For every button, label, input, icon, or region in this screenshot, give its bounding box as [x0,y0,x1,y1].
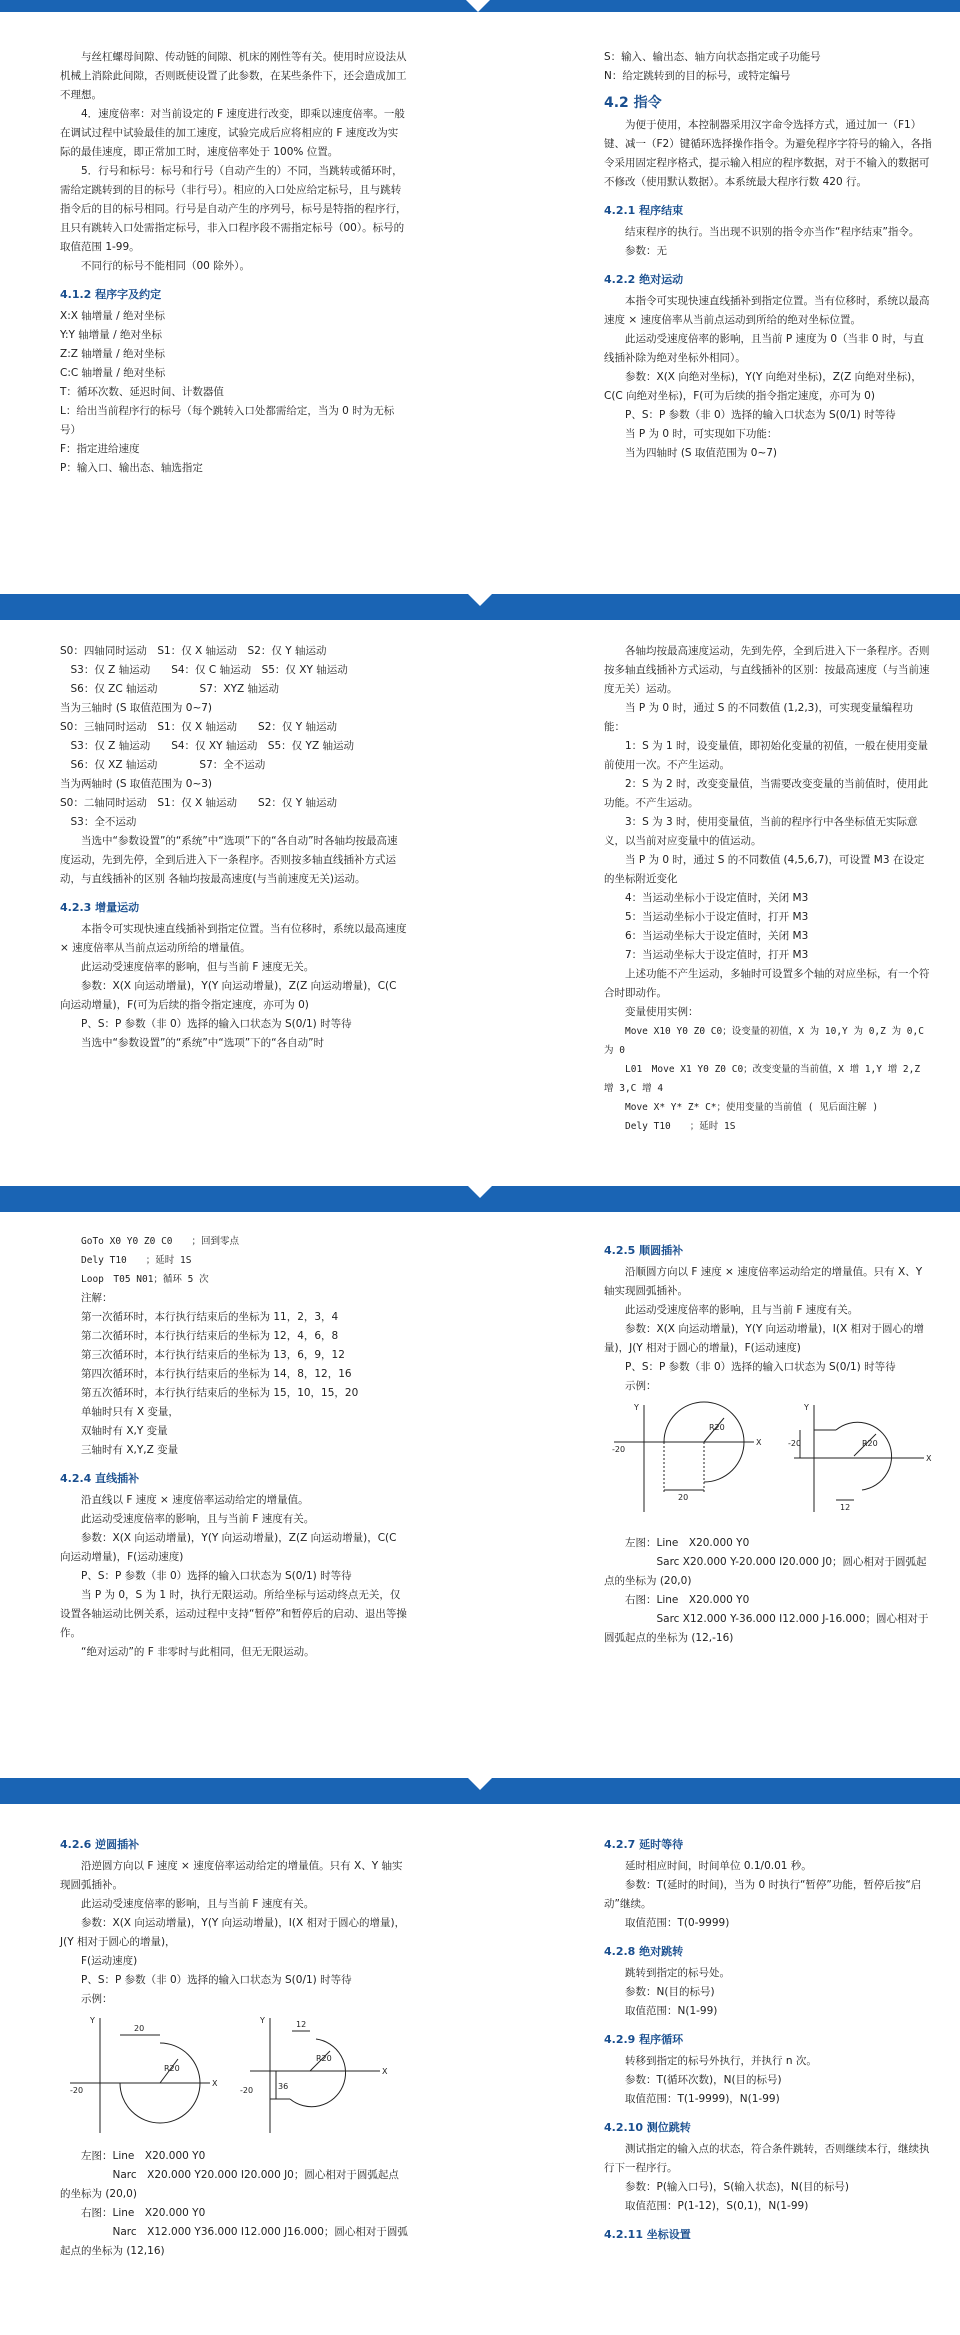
paragraph: 当为三轴时 (S 取值范围为 0~7) [60,702,213,714]
paragraph: S6：仅 ZC 轴运动 S7：XYZ 轴运动 [60,683,280,695]
paragraph: 4．速度倍率：对当前设定的 F 速度进行改变，即乘以速度倍率。一般在调试过程中试验最佳的加工速度，试验完成后应将相应的 F 速度改为实际的最佳速度，即正常加工时，速度倍率处于 100% 位置。 [60,108,405,158]
subsection-heading: 4.2.8 绝对跳转 [604,1945,684,1958]
paragraph: 参数：X(X 向绝对坐标)，Y(Y 向绝对坐标)，Z(Z 向绝对坐标)，C(C 向绝对坐标)，F(可为后续的指令指定速度，亦可为 0) [604,371,922,402]
paragraph: 取值范围：T(0-9999) [625,1917,730,1929]
page3-left-column [60,1232,408,1662]
paragraph: 与丝杠螺母间隙、传动链的间隙、机床的刚性等有关。使用时应设法从机械上消除此间隙，否则既使设置了此参数，在某些条件下，还会造成加工不理想。 [60,51,407,101]
paragraph: 此运动受速度倍率的影响，且与当前 F 速度有关。 [81,1513,315,1525]
paragraph: 为便于使用，本控制器采用汉字命令选择方式，通过加一（F1）键、减一（F2）键循环选择操作指令。为避免程序字符号的输入，各指令采用固定程序格式，提示输入相应的程序数据，对于不输入的数据可不修改（使用默认数据）。本系统最大程序行数 420 行。 [604,119,932,188]
paragraph: 取值范围：N(1-99) [625,2005,718,2017]
dim-label: 20 [134,2024,145,2033]
paragraph: 左图：Line X20.000 Y0 [625,1537,750,1549]
paragraph: 此运动受速度倍率的影响，但与当前 F 速度无关。 [81,961,315,973]
paragraph: 7：当运动坐标大于设定值时，打开 M3 [625,949,809,961]
paragraph: L：给出当前程序行的标号（每个跳转入口处都需给定，当为 0 时为无标号） [60,405,395,436]
paragraph: 左图：Line X20.000 Y0 [81,2150,206,2162]
page4-left-column [60,1826,408,2261]
subsection-heading: 4.2.3 增量运动 [60,901,140,914]
page4-right-column [604,1826,932,2247]
page2-left-column [60,642,408,1053]
radius-label: R20 [709,1423,725,1432]
axis-label: X [382,2067,388,2076]
paragraph: Sarc X12.000 Y-36.000 I12.000 J-16.000；圆心相对于圆弧起点的坐标为 (12,-16) [604,1613,929,1644]
paragraph: Narc X20.000 Y20.000 I20.000 J0；圆心相对于圆弧起点的坐标为 (20,0) [60,2169,399,2200]
paragraph: 参数：T(延时的时间)，当为 0 时执行“暂停”功能，暂停后按“启动”继续。 [604,1879,922,1910]
subsection-heading: 4.2.5 顺圆插补 [604,1244,684,1257]
paragraph: 6：当运动坐标大于设定值时，关闭 M3 [625,930,809,942]
counterclockwise-arc-diagram [60,2013,390,2143]
page3-right-column [604,1232,932,1648]
paragraph: N：给定跳转到的目的标号，或特定编号 [604,70,791,82]
dim-label: -20 [612,1445,626,1454]
page2-right-column [604,642,932,1136]
paragraph: Y:Y 轴增量 / 绝对坐标 [60,329,163,341]
dim-label: 20 [678,1493,689,1502]
paragraph: P、S：P 参数（非 0）选择的输入口状态为 S(0/1) 时等待 [625,1361,896,1373]
paragraph: P：输入口、输出态、轴选指定 [60,462,203,474]
section-band-1 [0,594,960,620]
paragraph: 当选中“参数设置”的“系统”中“选项”下的“各自动”时各轴均按最高速度运动，先到先停，全到后进入下一条程序。否则按多轴直线插补方式运动，与直线插补的区别 各轴均按最高速度(与当前速度无关)运动。 [60,835,398,885]
subsection-heading: 4.2.10 测位跳转 [604,2121,691,2134]
paragraph: 第一次循环时，本行执行结束后的坐标为 11，2，3，4 [81,1311,339,1323]
axis-label: Y [90,2016,95,2025]
paragraph: 参数：X(X 向运动增量)，Y(Y 向运动增量)，Z(Z 向运动增量)，C(C 向运动增量)，F(可为后续的指令指定速度，亦可为 0) [60,980,400,1011]
page1-left-column [60,48,408,478]
axis-label: Y [634,1403,639,1412]
paragraph: P、S：P 参数（非 0）选择的输入口状态为 S(0/1) 时等待 [81,1018,352,1030]
paragraph: S6：仅 XZ 轴运动 S7：全不运动 [60,759,266,771]
paragraph: 本指令可实现快速直线插补到指定位置。当有位移时，系统以最高速度 × 速度倍率从当前点运动所给的增量值。 [60,923,410,954]
axis-label: Y [260,2016,265,2025]
paragraph: 沿顺圆方向以 F 速度 × 速度倍率运动给定的增量值。只有 X、Y 轴实现圆弧插补。 [604,1266,926,1297]
section-band-3 [0,1778,960,1804]
paragraph: Z:Z 轴增量 / 绝对坐标 [60,348,165,360]
paragraph: Move X10 Y0 Z0 C0；设变量的初值，X 为 10,Y 为 0,Z 为 0,C 为 0 [604,1026,930,1056]
paragraph: 右图：Line X20.000 Y0 [81,2207,206,2219]
arc-path [836,1422,892,1490]
paragraph: S0：二轴同时运动 S1：仅 X 轴运动 S2：仅 Y 轴运动 [60,797,337,809]
paragraph: 取值范围：P(1-12)，S(0,1)，N(1-99) [625,2200,809,2212]
paragraph: 参数：N(目的标号) [625,1986,715,1998]
paragraph: 单轴时只有 X 变量， [81,1406,179,1418]
paragraph: 示例： [625,1380,657,1392]
top-band [0,0,960,12]
paragraph: Dely T10 ；延时 1S [81,1255,192,1266]
paragraph: 本指令可实现快速直线插补到指定位置。当有位移时，系统以最高速度 × 速度倍率从当前点运动到所给的绝对坐标位置。 [604,295,930,326]
paragraph: 5：当运动坐标小于设定值时，打开 M3 [625,911,809,923]
radius-label: R20 [862,1439,878,1448]
band-notch [466,0,490,12]
paragraph: T：循环次数、延迟时间、计数器值 [60,386,224,398]
paragraph: C:C 轴增量 / 绝对坐标 [60,367,166,379]
counterclockwise-arc-figure [60,2013,408,2143]
paragraph: 3：S 为 3 时，使用变量值，当前的程序行中各坐标值无实际意义，以当前对应变量中的值运动。 [604,816,918,847]
paragraph: 取值范围：T(1-9999)，N(1-99) [625,2093,780,2105]
axis-label: X [926,1454,932,1463]
subsection-heading: 4.2.1 程序结束 [604,204,684,217]
paragraph: S0：四轴同时运动 S1：仅 X 轴运动 S2：仅 Y 轴运动 [60,645,327,657]
paragraph: 注解： [81,1292,113,1304]
page-1 [0,48,960,588]
paragraph: 延时相应时间，时间单位 0.1/0.01 秒。 [625,1860,812,1872]
paragraph: 此运动受速度倍率的影响，且与当前 F 速度有关。 [81,1898,315,1910]
band-notch [468,1186,492,1198]
subsection-heading: 4.2.2 绝对运动 [604,273,684,286]
clockwise-arc-figure [604,1400,932,1530]
dim-label: 12 [840,1503,851,1512]
paragraph: 4：当运动坐标小于设定值时，关闭 M3 [625,892,809,904]
paragraph: 此运动受速度倍率的影响，且当前 P 速度为 0（当非 0 时，与直线插补除为绝对坐标外相同）。 [604,333,924,364]
paragraph: 5．行号和标号：标号和行号（自动产生的）不同，当跳转或循环时，需给定跳转到的目的标号（非行号）。相应的入口处应给定标号，且与跳转指令后的目的标号相同。行号是自动产生的序列号，标号是特指的程序行，且只有跳转入口处需指定标号，非入口程序段不需指定标号（00）。标号的取值范围 1-99。 [60,165,407,253]
paragraph: 双轴时有 X,Y 变量 [81,1425,168,1437]
paragraph: 不同行的标号不能相同（00 除外）。 [81,260,250,272]
subsection-heading: 4.2.7 延时等待 [604,1838,684,1851]
band-notch [468,1778,492,1790]
paragraph: 变量使用实例： [625,1006,699,1018]
section-heading: 4.2 指令 [604,95,662,111]
paragraph: 参数：P(输入口号)，S(输入状态)，N(目的标号) [625,2181,849,2193]
paragraph: 上述功能不产生运动，多轴时可设置多个轴的对应坐标，有一个符合时即动作。 [604,968,930,999]
paragraph: 当为两轴时 (S 取值范围为 0~3) [60,778,213,790]
paragraph: 转移到指定的标号外执行，并执行 n 次。 [625,2055,817,2067]
paragraph: 第二次循环时，本行执行结束后的坐标为 12，4，6，8 [81,1330,339,1342]
paragraph: X:X 轴增量 / 绝对坐标 [60,310,165,322]
dim-label: 36 [278,2082,289,2091]
paragraph: S3：全不运动 [60,816,137,828]
paragraph: 测试指定的输入点的状态，符合条件跳转，否则继续本行，继续执行下一程序行。 [604,2143,930,2174]
dim-label: 12 [296,2020,307,2029]
paragraph: F：指定进给速度 [60,443,140,455]
subsection-heading: 4.2.4 直线插补 [60,1472,140,1485]
radius-label: R20 [316,2054,332,2063]
paragraph: 右图：Line X20.000 Y0 [625,1594,750,1606]
paragraph: 第三次循环时，本行执行结束后的坐标为 13，6，9，12 [81,1349,345,1361]
paragraph: 参数：X(X 向运动增量)，Y(Y 向运动增量)，I(X 相对于圆心的增量)，J(Y 相对于圆心的增量)， [60,1917,406,1948]
paragraph: S：输入、输出态、轴方向状态指定或子功能号 [604,51,821,63]
paragraph: 参数：X(X 向运动增量)，Y(Y 向运动增量)，I(X 相对于圆心的增量)，J(Y 相对于圆心的增量)，F(运动速度) [604,1323,924,1354]
page1-right-column [604,48,932,463]
paragraph: P、S：P 参数（非 0）选择的输入口状态为 S(0/1) 时等待 [81,1570,352,1582]
paragraph: 参数：无 [625,245,667,257]
subsection-heading: 4.1.2 程序字及约定 [60,288,162,301]
paragraph: L01 Move X1 Y0 Z0 C0；改变变量的当前值，X 增 1,Y 增 2,Z 增 3,C 增 4 [604,1064,926,1094]
subsection-heading: 4.2.11 坐标设置 [604,2228,691,2241]
paragraph: 跳转到指定的标号处。 [625,1967,730,1979]
dim-label: -20 [788,1439,802,1448]
paragraph: Move X* Y* Z* C*；使用变量的当前值 ( 见后面注解 ) [625,1102,879,1113]
subsection-heading: 4.2.6 逆圆插补 [60,1838,140,1851]
paragraph: 当 P 为 0 时，通过 S 的不同数值 (4,5,6,7)，可设置 M3 在设定的坐标附近变化 [604,854,925,885]
paragraph: 三轴时有 X,Y,Z 变量 [81,1444,179,1456]
paragraph: Dely T10 ；延时 1S [625,1121,736,1132]
paragraph: Narc X12.000 Y36.000 I12.000 J16.000；圆心相对于圆弧起点的坐标为 (12,16) [60,2226,408,2257]
paragraph: 第五次循环时，本行执行结束后的坐标为 15，10，15，20 [81,1387,359,1399]
paragraph: Sarc X20.000 Y-20.000 I20.000 J0；圆心相对于圆弧起点的坐标为 (20,0) [604,1556,927,1587]
paragraph: S3：仅 Z 轴运动 S4：仅 C 轴运动 S5：仅 XY 轴运动 [60,664,348,676]
paragraph: 2：S 为 2 时，改变变量值，当需要改变变量的当前值时，使用此功能。不产生运动。 [604,778,929,809]
paragraph: 结束程序的执行。当出现不识别的指令亦当作“程序结束”指令。 [625,226,920,238]
subsection-heading: 4.2.9 程序循环 [604,2033,684,2046]
paragraph: 当 P 为 0，S 为 1 时，执行无限运动。所给坐标与运动终点无关，仅设置各轴运动比例关系，运动过程中支持“暂停”和暂停后的启动、退出等操作。 [60,1589,407,1639]
paragraph: 示例： [81,1993,113,2005]
paragraph: 当选中“参数设置”的“系统”中“选项”下的“各自动”时 [81,1037,325,1049]
page-4 [0,1826,960,2335]
paragraph: 第四次循环时，本行执行结束后的坐标为 14，8，12，16 [81,1368,352,1380]
dim-label: -20 [240,2086,254,2095]
paragraph: 参数：X(X 向运动增量)，Y(Y 向运动增量)，Z(Z 向运动增量)，C(C 向运动增量)，F(运动速度) [60,1532,400,1563]
paragraph: 沿直线以 F 速度 × 速度倍率运动给定的增量值。 [81,1494,309,1506]
paragraph: 参数：T(循环次数)，N(目的标号) [625,2074,782,2086]
arc-path [290,2039,346,2107]
paragraph: S3：仅 Z 轴运动 S4：仅 XY 轴运动 S5：仅 YZ 轴运动 [60,740,354,752]
paragraph: 1：S 为 1 时，设变量值，即初始化变量的初值，一般在使用变量前使用一次。不产生运动。 [604,740,929,771]
paragraph: 此运动受速度倍率的影响，且与当前 F 速度有关。 [625,1304,859,1316]
paragraph: 当为四轴时 (S 取值范围为 0~7) [625,447,778,459]
paragraph: F(运动速度) [81,1955,138,1967]
radius-label: R20 [164,2064,180,2073]
paragraph: P、S：P 参数（非 0）选择的输入口状态为 S(0/1) 时等待 [81,1974,352,1986]
page-2 [0,642,960,1182]
paragraph: Loop T05 N01；循环 5 次 [81,1274,209,1285]
axis-label: Y [804,1403,809,1412]
dim-label: -20 [70,2086,84,2095]
page-3 [0,1232,960,1772]
band-notch [468,594,492,606]
paragraph: 各轴均按最高速度运动，先到先停，全到后进入下一条程序。否则按多轴直线插补方式运动，与直线插补的区别：按最高速度（与当前速度无关）运动。 [604,645,930,695]
paragraph: P、S：P 参数（非 0）选择的输入口状态为 S(0/1) 时等待 [625,409,896,421]
paragraph: 当 P 为 0 时，通过 S 的不同数值 (1,2,3)，可实现变量编程功能： [604,702,913,733]
axis-label: X [212,2079,218,2088]
axis-label: X [756,1438,762,1447]
paragraph: GoTo X0 Y0 Z0 C0 ；回到零点 [81,1236,240,1247]
clockwise-arc-diagram [604,1400,934,1530]
paragraph: “绝对运动”的 F 非零时与此相同，但无无限运动。 [81,1646,315,1658]
section-band-2 [0,1186,960,1212]
paragraph: 当 P 为 0 时，可实现如下功能： [625,428,778,440]
paragraph: S0：三轴同时运动 S1：仅 X 轴运动 S2：仅 Y 轴运动 [60,721,337,733]
paragraph: 沿逆圆方向以 F 速度 × 速度倍率运动给定的增量值。只有 X、Y 轴实现圆弧插补。 [60,1860,403,1891]
